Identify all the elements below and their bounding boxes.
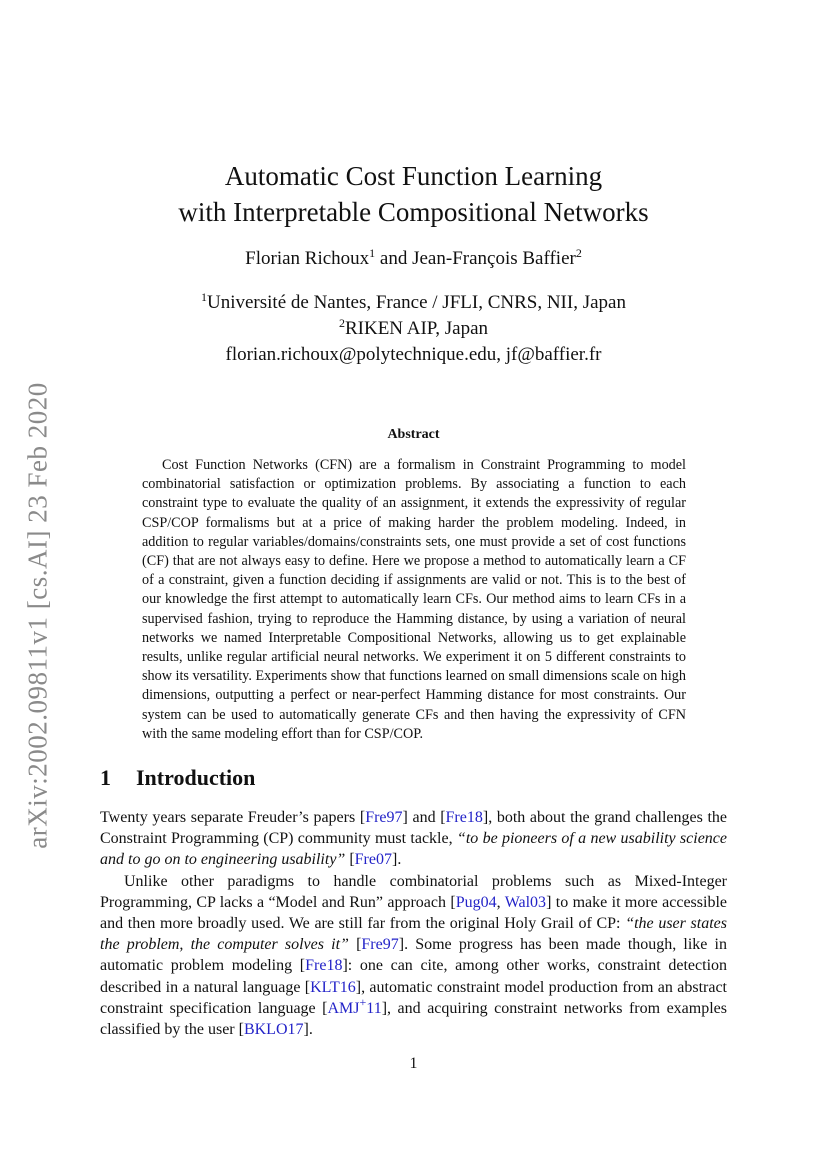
text-run: ]: one can cite, among other works, constraint detection described in a natural language [	[100, 957, 728, 996]
affiliations	[100, 290, 727, 368]
text-run: [	[345, 851, 355, 869]
arxiv-identifier	[18, 370, 58, 860]
citation-link[interactable]: BKLO17	[243, 1021, 304, 1039]
text-run: ] and [	[402, 809, 446, 826]
citation-text: AMJ	[327, 999, 360, 1017]
paragraph	[100, 871, 727, 1041]
page-number: 1	[409, 1055, 418, 1072]
text-run: ].	[303, 1021, 313, 1039]
affil-mark: 2	[338, 316, 345, 330]
italic-quote: “to be pioneers of a new usability science and to go on to engineering usability”	[100, 830, 728, 869]
affiliation-line	[100, 316, 727, 342]
citation-link[interactable]	[327, 994, 382, 1017]
author-affil-mark: 2	[575, 246, 582, 260]
affiliation-text: RIKEN AIP, Japan	[344, 318, 489, 339]
citation-superscript: +	[359, 994, 367, 1009]
text-run: ]. Some progress has been made though, like in automatic problem modeling [	[100, 936, 728, 975]
citation-link[interactable]: Wal03	[504, 893, 547, 911]
citation-link[interactable]: Fre07	[354, 851, 392, 869]
abstract-heading: Abstract	[387, 427, 440, 442]
citation-link[interactable]: Fre18	[305, 957, 343, 975]
citation-text: 11	[366, 999, 382, 1017]
citation-link[interactable]: Fre97	[365, 809, 403, 826]
body-text	[100, 807, 727, 1040]
section-title: Introduction	[136, 765, 256, 790]
text-run: ,	[496, 893, 505, 911]
text-run: Twenty years separate Freuder’s papers [	[100, 809, 366, 826]
author-emails: florian.richoux@polytechnique.edu, jf@baffier.fr	[225, 344, 602, 365]
section-heading	[100, 765, 255, 791]
text-run: ], automatic constraint model production from an abstract constraint specification language [	[100, 978, 727, 1017]
affiliation-line	[100, 290, 727, 316]
author-affil-mark: 1	[369, 246, 376, 260]
citation-link[interactable]: Pug04	[455, 893, 497, 911]
text-run: ].	[391, 851, 402, 869]
affil-mark: 1	[201, 290, 207, 304]
citation-link[interactable]: Fre18	[445, 809, 483, 826]
title-line-2: with Interpretable Compositional Networks	[178, 197, 649, 227]
text-run: Unlike other paradigms to handle combinatorial problems such as Mixed-Integer Programming, CP lacks a “Model and Run” approach [	[100, 872, 727, 911]
author-name: Florian Richoux	[245, 248, 370, 269]
italic-quote: “the user states the problem, the computer solves it”	[100, 915, 727, 954]
paragraph	[100, 807, 727, 871]
title-line-1: Automatic Cost Function Learning	[224, 161, 603, 191]
arxiv-stamp-text: arXiv:2002.09811v1 [cs.AI] 23 Feb 2020	[22, 381, 53, 849]
author-name: Jean-François Baffier	[412, 248, 576, 269]
abstract-body: Cost Function Networks (CFN) are a formalism in Constraint Programming to model combinatorial satisfaction or optimization problems. By associating a function to each constraint type to evaluate the quality of an assignment, it extends the expressivity of regular CSP/COP formalisms but at a price of making harder the problem modeling. Indeed, in addition to regular variables/domains/constraints sets, one must provide a set of cost functions (CF) that are not always easy to define. Here we propose a method to automatically learn a CF of a constraint, given a function deciding if assignments are valid or not. This is to the best of our knowledge the first attempt to automatically learn CFs. Our method aims to learn CFs in a supervised fashion, trying to reproduce the Hamming distance, by using a variation of neural networks we named Interpretable Compositional Networks, allowing us to get explainable results, unlike regular artificial neural networks. We experiment it on 5 different constraints to show its versatility. Experiments show that functions learned on small dimensions scale on high dimensions, outputting a perfect or near-perfect Hamming distance for most constraints. Our system can be used to automatically generate CFs and then having the expressivity of CFN with the same modeling effort than for CSP/COP.	[142, 457, 686, 742]
section-number: 1	[100, 765, 111, 790]
text-run: ] to make it more accessible and then more broadly used. We are still far from the original Holy Grail of CP:	[100, 893, 727, 933]
author-conjunction: and	[375, 248, 413, 269]
citation-link[interactable]: KLT16	[310, 978, 356, 996]
text-run: ], and acquiring constraint networks from examples classified by the user [	[100, 999, 727, 1039]
author-list	[100, 248, 727, 270]
affiliation-text: Université de Nantes, France / JFLI, CNRS, NII, Japan	[207, 292, 626, 313]
text-run: [	[348, 936, 362, 954]
paper-title	[100, 158, 727, 230]
citation-link[interactable]: Fre97	[361, 936, 399, 954]
text-run: ], both about the grand challenges the Constraint Programming (CP) community must tackle,	[100, 809, 727, 848]
